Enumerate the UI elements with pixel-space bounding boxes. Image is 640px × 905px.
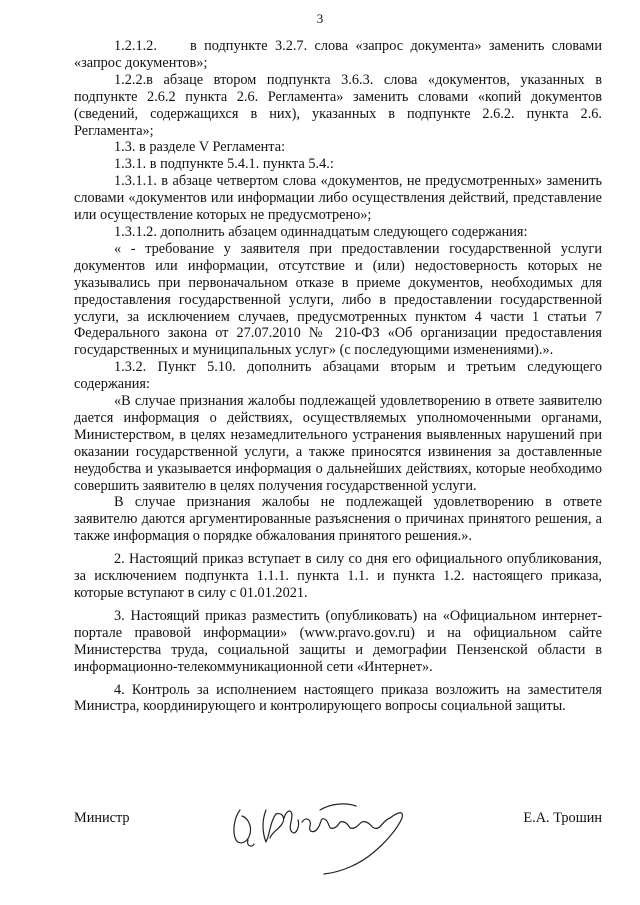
paragraph-3: 3. Настоящий приказ разместить (опубликовать) на «Официальном интернет-портале правовой информации» (www.pravo.gov.ru) и на официальном сайте Министерства труда, социальной защиты и демографии Пензенской области в информационно-телекоммуникационной сети «Интернет». bbox=[74, 607, 602, 675]
signatory-name: Е.А. Трошин bbox=[523, 810, 602, 826]
paragraph-1-2-1-2 bbox=[74, 38, 602, 72]
paragraph-1-3-1: 1.3.1. в подпункте 5.4.1. пункта 5.4.: bbox=[114, 156, 334, 173]
paragraph-4: 4. Контроль за исполнением настоящего приказа возложить на заместителя Министра, координирующего и контролирующего вопросы социальной защиты. bbox=[74, 681, 602, 715]
paragraph-1-3-1-2: 1.3.1.2. дополнить абзацем одиннадцатым следующего содержания: bbox=[114, 223, 528, 240]
page-number: 3 bbox=[316, 11, 324, 26]
paragraph-quote-requirement: « - требование у заявителя при предоставлении государственной услуги документов или информации, отсутствие и (или) недостоверность которых не указывались при первоначальном отказе в приеме документов, необходимых для предоставления государственной услуги, либо в предоставлении государственной услуги, за исключением случаев, предусмотренных пунктом 4 части 1 статьи 7 Федерального закона от 27.07.2010 № 210-ФЗ «Об организации предоставления государственных и муниципальных услуг» (с последующими изменениями).». bbox=[74, 240, 602, 359]
paragraph-1-3-2: 1.3.2. Пункт 5.10. дополнить абзацами вторым и третьим следующего содержания: bbox=[74, 359, 602, 393]
paragraph-complaint-satisfied: «В случае признания жалобы подлежащей удовлетворению в ответе заявителю дается информация о действиях, осуществляемых уполномоченными органами, Министерством, в целях незамедлительного устранения выявленных нарушений при оказании государственной услуги, а также приносятся извинения за доставленные неудобства и указывается информация о дальнейших действиях, которые необходимо совершить заявителю в целях получения государственной услуги. bbox=[74, 393, 602, 494]
paragraph-1-3: 1.3. в разделе V Регламента: bbox=[114, 139, 286, 156]
handwritten-signature-icon bbox=[226, 792, 436, 880]
paragraph-text: в подпункте 3.2.7. слова «запрос документа» заменить словами «запрос документов»; bbox=[74, 38, 602, 71]
paragraph-1-2-2: 1.2.2.в абзаце втором подпункта 3.6.3. слова «документов, указанных в подпункте 2.6.2 пункта 2.6. Регламента» заменить словами «копий документов (сведений, содержащихся в них), указанных в подпункте 2.6.2. пункта 2.6. Регламента»; bbox=[74, 71, 602, 139]
paragraph-2: 2. Настоящий приказ вступает в силу со дня его официального опубликования, за исключением подпункта 1.1.1. пункта 1.1. и пункта 1.2. настоящего приказа, которые вступают в силу с 01.01.2021. bbox=[74, 551, 602, 601]
paragraph-1-3-1-1: 1.3.1.1. в абзаце четвертом слова «документов, не предусмотренных» заменить словами «документов или информации либо осуществления действий, представление или осуществление которых не предусмотрено»; bbox=[74, 173, 602, 224]
signatory-title: Министр bbox=[74, 810, 130, 826]
document-body bbox=[74, 38, 602, 715]
paragraph-complaint-rejected: В случае признания жалобы не подлежащей удовлетворению в ответе заявителю даются аргументированные разъяснения о причинах принятого решения, а также информация о порядке обжалования принятого решения.». bbox=[74, 494, 602, 545]
signature-block bbox=[74, 800, 602, 890]
item-number: 1.2.1.2. bbox=[114, 38, 157, 54]
